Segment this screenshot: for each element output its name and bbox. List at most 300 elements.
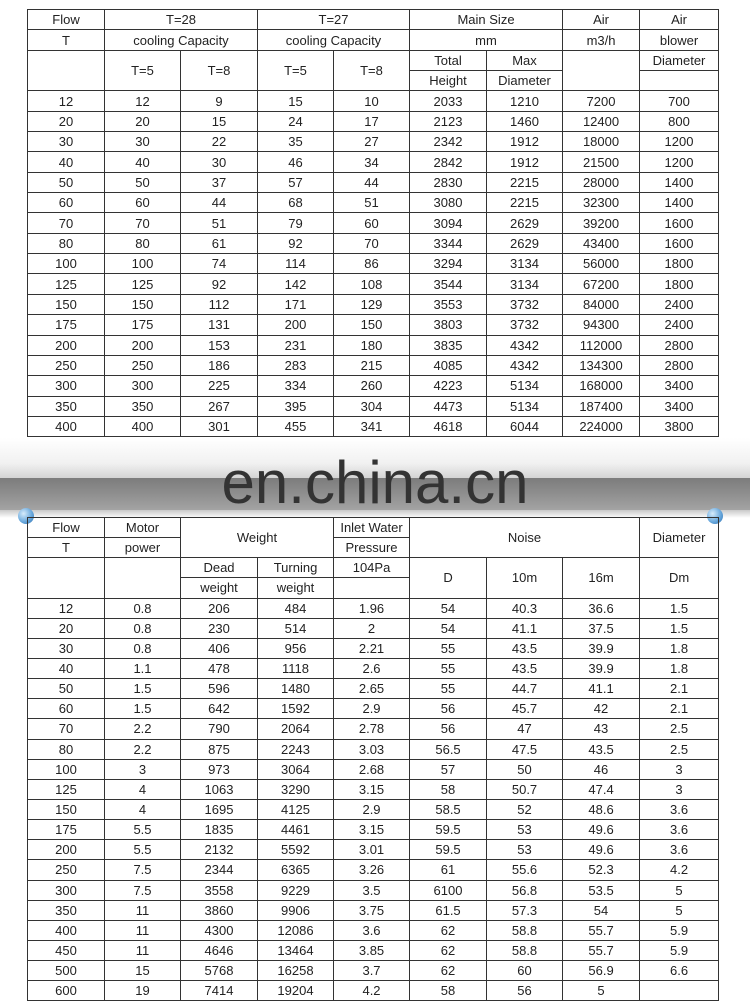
table-cell: 41.1 [563, 679, 640, 699]
table-cell: 341 [334, 416, 410, 436]
table-cell: 2342 [410, 132, 487, 152]
table-cell: 4300 [181, 920, 258, 940]
header-air-blower: Air [640, 10, 719, 30]
table-cell: 92 [258, 233, 334, 253]
table-row [28, 618, 719, 638]
table-cell: 5 [640, 880, 719, 900]
table-row [28, 820, 719, 840]
table-cell: 58 [410, 779, 487, 799]
table-cell: 60 [334, 213, 410, 233]
table-cell: 267 [181, 396, 258, 416]
table-cell: 973 [181, 759, 258, 779]
table-cell: 43 [563, 719, 640, 739]
table-cell: 301 [181, 416, 258, 436]
table-cell: 129 [334, 294, 410, 314]
header-flow: Flow [28, 10, 105, 30]
table-cell: 5134 [487, 396, 563, 416]
table-cell: 58.8 [487, 940, 563, 960]
table-cell: 875 [181, 739, 258, 759]
table-cell: 61 [410, 860, 487, 880]
table-row [28, 152, 719, 172]
table-cell: 3860 [181, 900, 258, 920]
table-cell: 514 [258, 618, 334, 638]
table-cell: 92 [181, 274, 258, 294]
table-cell: 400 [28, 920, 105, 940]
table-cell: 3094 [410, 213, 487, 233]
header-d: D [410, 558, 487, 598]
table-cell: 54 [563, 900, 640, 920]
table-cell: 956 [258, 638, 334, 658]
table-cell: 350 [28, 396, 105, 416]
header-motor: Motor [105, 518, 181, 538]
table-cell: 3400 [640, 396, 719, 416]
table-cell: 2.68 [334, 759, 410, 779]
table-cell: 44 [181, 193, 258, 213]
table-cell: 3835 [410, 335, 487, 355]
table-cell: 3400 [640, 376, 719, 396]
table-cell: 4125 [258, 799, 334, 819]
table-cell: 62 [410, 940, 487, 960]
table-cell: 68 [258, 193, 334, 213]
table-cell: 52.3 [563, 860, 640, 880]
table-cell: 3064 [258, 759, 334, 779]
table-cell: 9 [181, 91, 258, 111]
table-cell: 2830 [410, 172, 487, 192]
table2-header-row-1 [28, 518, 719, 538]
table-cell: 125 [105, 274, 181, 294]
table-row [28, 172, 719, 192]
table-cell: 3544 [410, 274, 487, 294]
header-blower: blower [640, 30, 719, 50]
table-cell: 39.9 [563, 658, 640, 678]
table-cell: 2064 [258, 719, 334, 739]
table-cell: 1912 [487, 152, 563, 172]
table-cell: 80 [28, 233, 105, 253]
table-cell: 1800 [640, 254, 719, 274]
header-max-diameter: Diameter [487, 71, 563, 91]
table-row [28, 981, 719, 1001]
table-cell: 3.6 [334, 920, 410, 940]
table-cell: 2400 [640, 294, 719, 314]
table-cell: 12 [28, 598, 105, 618]
watermark-text: en.china.cn [221, 449, 529, 516]
table-cell: 2.65 [334, 679, 410, 699]
table-row [28, 213, 719, 233]
table-cell: 1592 [258, 699, 334, 719]
header-dm: Dm [640, 558, 719, 598]
table-cell: 3553 [410, 294, 487, 314]
table-cell: 4646 [181, 940, 258, 960]
table-cell: 24 [258, 111, 334, 131]
table-cell: 43.5 [487, 638, 563, 658]
table-cell: 1480 [258, 679, 334, 699]
table-cell: 1835 [181, 820, 258, 840]
table-cell: 7200 [563, 91, 640, 111]
table-row [28, 111, 719, 131]
table-cell: 230 [181, 618, 258, 638]
table-cell: 45.7 [487, 699, 563, 719]
table-cell: 2123 [410, 111, 487, 131]
table-cell: 4 [105, 779, 181, 799]
table-row [28, 779, 719, 799]
header-cooling-capacity-t27: cooling Capacity [258, 30, 410, 50]
table-cell: 300 [105, 376, 181, 396]
table-cell: 150 [28, 294, 105, 314]
table-cell: 150 [334, 315, 410, 335]
table-cell: 6.6 [640, 961, 719, 981]
header-diameter: Diameter [640, 518, 719, 558]
table-cell: 3.01 [334, 840, 410, 860]
table-cell: 112000 [563, 335, 640, 355]
table-cell: 100 [105, 254, 181, 274]
table-cell: 18000 [563, 132, 640, 152]
table-cell: 171 [258, 294, 334, 314]
table-cell: 56000 [563, 254, 640, 274]
table-cell: 2215 [487, 172, 563, 192]
table-cell: 53.5 [563, 880, 640, 900]
header-t28: T=28 [105, 10, 258, 30]
table-cell: 700 [640, 91, 719, 111]
table-cell: 41.1 [487, 618, 563, 638]
table-cell: 61.5 [410, 900, 487, 920]
table-row [28, 920, 719, 940]
table-row [28, 658, 719, 678]
header-t5-b: T=5 [258, 50, 334, 91]
table1-header-row-3 [28, 50, 719, 70]
header-inlet-water: Inlet Water [334, 518, 410, 538]
table-cell: 32300 [563, 193, 640, 213]
table-cell: 0.8 [105, 598, 181, 618]
table-cell: 51 [334, 193, 410, 213]
table-cell: 1.8 [640, 638, 719, 658]
table-cell: 70 [334, 233, 410, 253]
table-cell: 12400 [563, 111, 640, 131]
table-cell: 3.03 [334, 739, 410, 759]
table-cell: 60 [28, 699, 105, 719]
header-air: Air [563, 10, 640, 30]
table-cell: 5 [563, 981, 640, 1001]
table-cell: 4618 [410, 416, 487, 436]
table-cell: 2800 [640, 335, 719, 355]
table-cell: 3 [640, 779, 719, 799]
table-cell: 1800 [640, 274, 719, 294]
table-cell: 150 [105, 294, 181, 314]
table-cell: 57.3 [487, 900, 563, 920]
table-cell: 39.9 [563, 638, 640, 658]
table-cell: 2344 [181, 860, 258, 880]
table-cell: 206 [181, 598, 258, 618]
table-cell: 5134 [487, 376, 563, 396]
table-cell: 3 [105, 759, 181, 779]
header-blank-blower [640, 71, 719, 91]
table-cell: 304 [334, 396, 410, 416]
table-cell: 15 [258, 91, 334, 111]
header-blank-motor [105, 558, 181, 598]
table-cell: 250 [105, 355, 181, 375]
table-cell: 3294 [410, 254, 487, 274]
header-blank-pressure [334, 578, 410, 598]
table-cell: 46 [563, 759, 640, 779]
table-cell: 4342 [487, 355, 563, 375]
table1-header-row-2 [28, 30, 719, 50]
table-cell: 3 [640, 759, 719, 779]
table-cell: 3.15 [334, 779, 410, 799]
table-row [28, 355, 719, 375]
table-cell: 70 [28, 213, 105, 233]
table-cell: 3803 [410, 315, 487, 335]
table-cell: 5 [640, 900, 719, 920]
table-cell: 22 [181, 132, 258, 152]
table-cell: 4342 [487, 335, 563, 355]
table-cell: 55.7 [563, 940, 640, 960]
table-row [28, 880, 719, 900]
table-cell: 300 [28, 880, 105, 900]
table-cell: 21500 [563, 152, 640, 172]
table-cell: 395 [258, 396, 334, 416]
table-cell: 250 [28, 860, 105, 880]
table-cell: 80 [105, 233, 181, 253]
header-mm: mm [410, 30, 563, 50]
header-t8-b: T=8 [334, 50, 410, 91]
table-cell: 2.1 [640, 699, 719, 719]
table-cell: 48.6 [563, 799, 640, 819]
table-cell: 19204 [258, 981, 334, 1001]
table-cell: 334 [258, 376, 334, 396]
header-max: Max [487, 50, 563, 70]
header-noise: Noise [410, 518, 640, 558]
table-cell: 3.6 [640, 840, 719, 860]
table-cell: 60 [105, 193, 181, 213]
header-10m: 10m [487, 558, 563, 598]
table-cell: 53 [487, 840, 563, 860]
table-cell: 3732 [487, 294, 563, 314]
table-cell: 1695 [181, 799, 258, 819]
table-cell: 58 [410, 981, 487, 1001]
table-cell: 231 [258, 335, 334, 355]
table-cell: 1063 [181, 779, 258, 799]
table-cell: 49.6 [563, 840, 640, 860]
table-cell: 450 [28, 940, 105, 960]
table-cell: 100 [28, 254, 105, 274]
table-cell: 186 [181, 355, 258, 375]
table-cell: 2033 [410, 91, 487, 111]
table-cell: 1.8 [640, 658, 719, 678]
table-cell: 3.5 [334, 880, 410, 900]
table-cell: 9906 [258, 900, 334, 920]
table-cell: 600 [28, 981, 105, 1001]
table-cell: 2842 [410, 152, 487, 172]
table-cell: 2400 [640, 315, 719, 335]
table-cell: 60 [487, 961, 563, 981]
table-cell: 2.5 [640, 739, 719, 759]
table-cell: 4085 [410, 355, 487, 375]
table-cell: 800 [640, 111, 719, 131]
table-cell: 58.5 [410, 799, 487, 819]
table-cell: 1210 [487, 91, 563, 111]
table-cell: 224000 [563, 416, 640, 436]
table-cell: 3290 [258, 779, 334, 799]
table-cell: 20 [105, 111, 181, 131]
table-cell: 1.1 [105, 658, 181, 678]
table-cell: 215 [334, 355, 410, 375]
table-cell: 79 [258, 213, 334, 233]
table-cell: 1.5 [105, 679, 181, 699]
table-row [28, 254, 719, 274]
header-blank [28, 50, 105, 91]
header-flow-unit: T [28, 538, 105, 558]
table-cell: 28000 [563, 172, 640, 192]
table-cell: 2132 [181, 840, 258, 860]
table-cell: 200 [258, 315, 334, 335]
table-cell: 12 [105, 91, 181, 111]
table-cell: 59.5 [410, 820, 487, 840]
table-cell: 30 [28, 638, 105, 658]
table-cell: 30 [105, 132, 181, 152]
table-cell: 40 [28, 658, 105, 678]
table-cell: 16258 [258, 961, 334, 981]
table-cell: 37 [181, 172, 258, 192]
table-cell: 1118 [258, 658, 334, 678]
table-cell: 3558 [181, 880, 258, 900]
table-cell: 0.8 [105, 618, 181, 638]
table-cell: 47 [487, 719, 563, 739]
table-row [28, 900, 719, 920]
table-row [28, 799, 719, 819]
table-cell: 125 [28, 779, 105, 799]
table-cell: 3800 [640, 416, 719, 436]
table-row [28, 233, 719, 253]
table-cell: 27 [334, 132, 410, 152]
table-cell: 20 [28, 618, 105, 638]
table-cell: 0.8 [105, 638, 181, 658]
table-cell: 15 [181, 111, 258, 131]
table-cell: 260 [334, 376, 410, 396]
table-cell: 50 [28, 172, 105, 192]
table-cell: 12086 [258, 920, 334, 940]
table-cell: 50 [487, 759, 563, 779]
header-flow-unit: T [28, 30, 105, 50]
table-cell: 1600 [640, 233, 719, 253]
table-cell: 400 [105, 416, 181, 436]
table-cell: 53 [487, 820, 563, 840]
table-cell: 250 [28, 355, 105, 375]
table-cell: 180 [334, 335, 410, 355]
table-cell: 54 [410, 598, 487, 618]
table-cell: 35 [258, 132, 334, 152]
table-cell: 283 [258, 355, 334, 375]
header-t5-a: T=5 [105, 50, 181, 91]
header-motor-power: power [105, 538, 181, 558]
table-cell: 55 [410, 638, 487, 658]
table-row [28, 759, 719, 779]
table-cell: 3134 [487, 274, 563, 294]
table-cell: 44 [334, 172, 410, 192]
table-cell: 142 [258, 274, 334, 294]
table-cell: 56 [410, 699, 487, 719]
table-cell: 100 [28, 759, 105, 779]
table-cell: 84000 [563, 294, 640, 314]
table-cell: 56 [487, 981, 563, 1001]
header-dead-weight: weight [181, 578, 258, 598]
header-height: Height [410, 71, 487, 91]
table-row [28, 940, 719, 960]
table-cell: 2 [334, 618, 410, 638]
table-cell: 67200 [563, 274, 640, 294]
table-cell: 4 [105, 799, 181, 819]
table-cell: 1.5 [105, 699, 181, 719]
table-cell: 175 [28, 820, 105, 840]
table-cell: 56 [410, 719, 487, 739]
table-cell: 51 [181, 213, 258, 233]
table-cell: 168000 [563, 376, 640, 396]
table2-header-row-3 [28, 558, 719, 578]
table-cell: 56.9 [563, 961, 640, 981]
table-cell: 484 [258, 598, 334, 618]
table-cell: 108 [334, 274, 410, 294]
header-blank [28, 558, 105, 598]
table-cell: 61 [181, 233, 258, 253]
table-cell: 43.5 [563, 739, 640, 759]
table-cell: 3134 [487, 254, 563, 274]
table-cell: 500 [28, 961, 105, 981]
cooling-tower-weight-noise-table [27, 517, 719, 1001]
cooling-tower-spec-table [27, 9, 719, 437]
table-cell: 30 [181, 152, 258, 172]
table-cell: 11 [105, 900, 181, 920]
table-cell: 10 [334, 91, 410, 111]
table-cell: 40.3 [487, 598, 563, 618]
table1-header-row-1 [28, 10, 719, 30]
table-row [28, 739, 719, 759]
table-cell: 5592 [258, 840, 334, 860]
table-cell: 1400 [640, 172, 719, 192]
table-cell: 55.7 [563, 920, 640, 940]
table-row [28, 840, 719, 860]
table-cell: 150 [28, 799, 105, 819]
table-cell: 7.5 [105, 880, 181, 900]
table-row [28, 193, 719, 213]
table-cell: 300 [28, 376, 105, 396]
table-cell: 3.6 [640, 799, 719, 819]
table-cell: 2.21 [334, 638, 410, 658]
table-cell: 1600 [640, 213, 719, 233]
table-cell: 225 [181, 376, 258, 396]
table-cell: 86 [334, 254, 410, 274]
table-cell: 2.2 [105, 719, 181, 739]
header-m3h: m3/h [563, 30, 640, 50]
table-cell: 47.5 [487, 739, 563, 759]
table-cell: 56.5 [410, 739, 487, 759]
table-cell: 1200 [640, 152, 719, 172]
table-cell: 3080 [410, 193, 487, 213]
table-cell: 7414 [181, 981, 258, 1001]
table-cell: 39200 [563, 213, 640, 233]
table-row [28, 294, 719, 314]
table-row [28, 679, 719, 699]
table-cell: 642 [181, 699, 258, 719]
table-cell: 455 [258, 416, 334, 436]
table-cell: 131 [181, 315, 258, 335]
table-cell: 1912 [487, 132, 563, 152]
table-cell: 6365 [258, 860, 334, 880]
table-cell: 4.2 [334, 981, 410, 1001]
table-cell: 5.5 [105, 840, 181, 860]
table-cell: 406 [181, 638, 258, 658]
table-cell: 134300 [563, 355, 640, 375]
table-cell: 400 [28, 416, 105, 436]
table-cell: 175 [105, 315, 181, 335]
table-cell: 37.5 [563, 618, 640, 638]
